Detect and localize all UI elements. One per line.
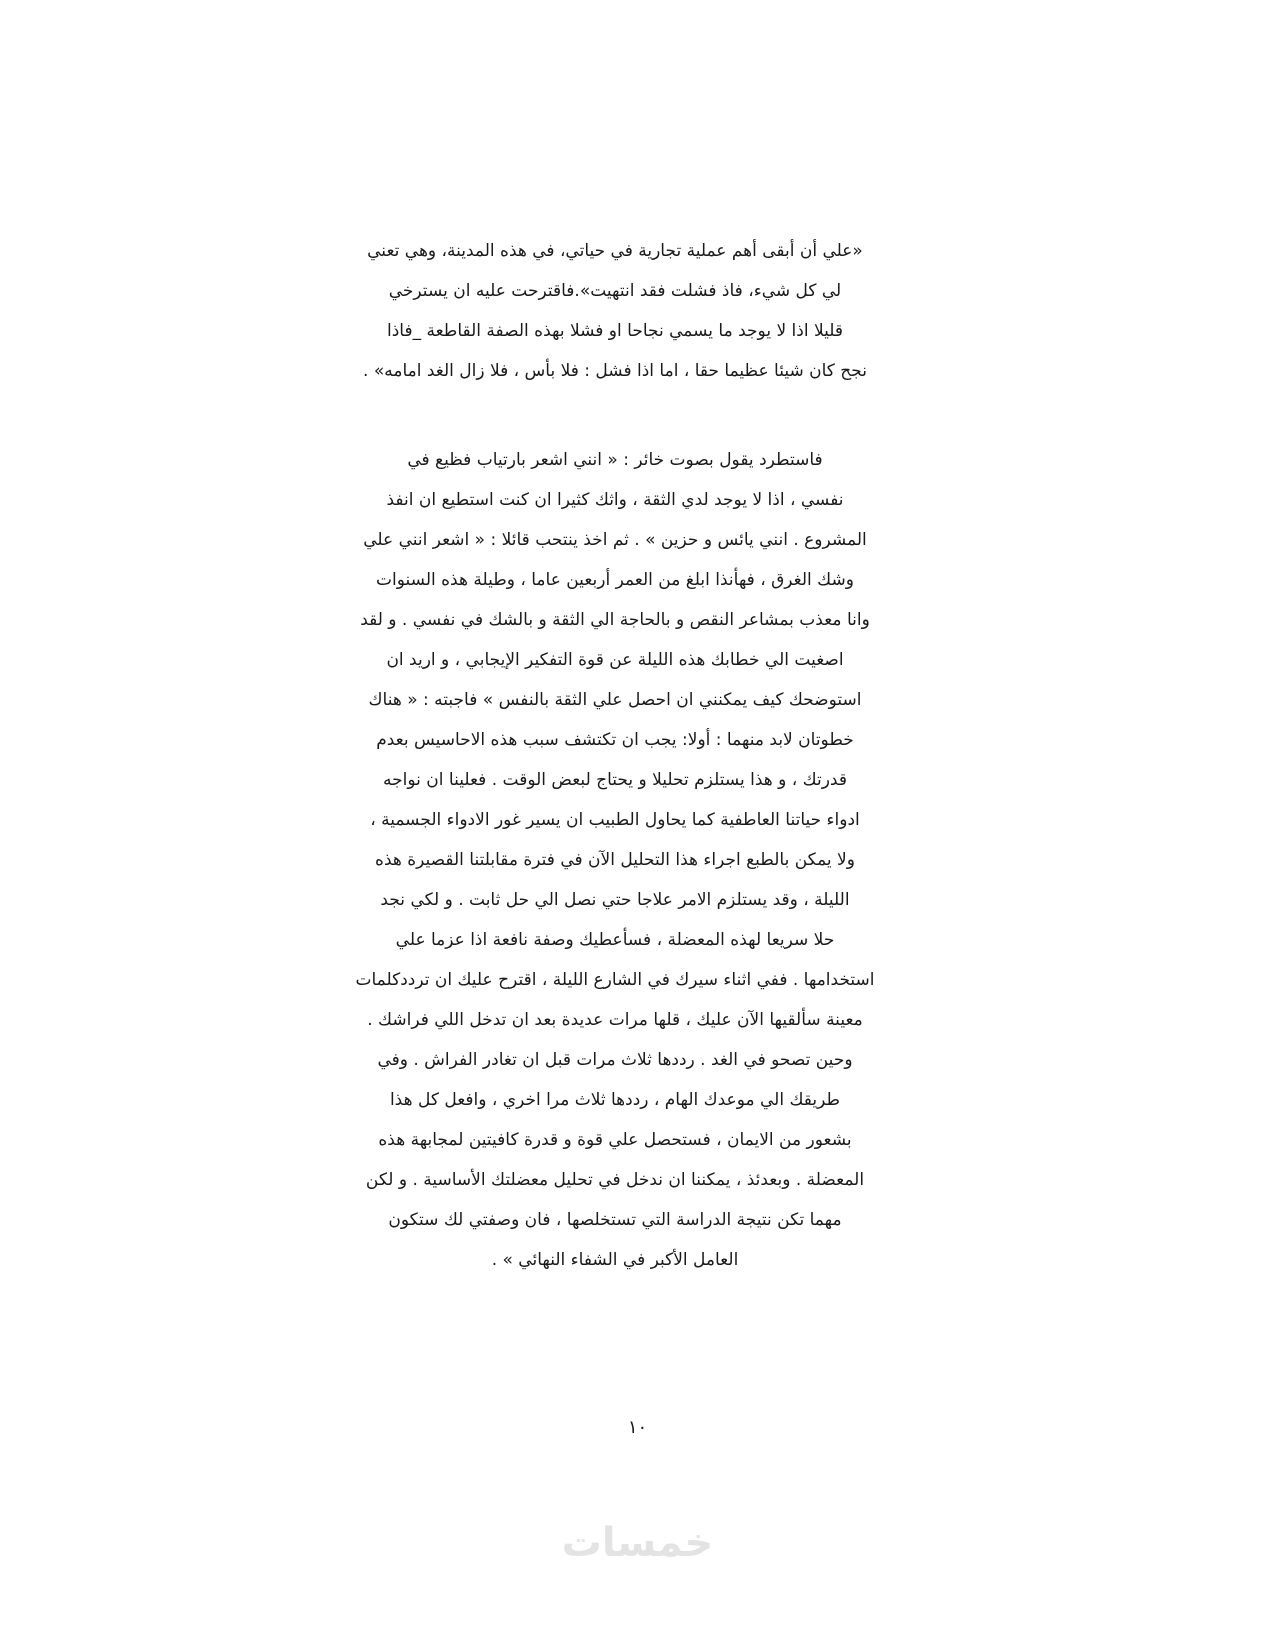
- paragraph-1: [330, 231, 900, 391]
- text-line: حلا سريعا لهذه المعضلة ، فسأعطيك وصفة نافعة اذا عزما علي: [395, 930, 835, 950]
- text-line: العامل الأكبر في الشفاء النهائي » .: [491, 1250, 739, 1270]
- text-line: الليلة ، وقد يستلزم الامر علاجا حتي نصل الي حل ثابت . و لكي نجد: [380, 890, 850, 910]
- text-line: وحين تصحو في الغد . رددها ثلاث مرات قبل ان تغادر الفراش . وفي: [377, 1050, 853, 1070]
- text-line: قدرتك ، و هذا يستلزم تحليلا و يحتاج لبعض الوقت . فعلينا ان نواجه: [383, 770, 847, 790]
- text-line: معينة سألقيها الآن عليك ، قلها مرات عديدة بعد ان تدخل اللي فراشك .: [367, 1010, 863, 1030]
- paragraph-2: [330, 440, 900, 1280]
- text-line: المعضلة . وبعدئذ ، يمكننا ان ندخل في تحليل معضلتك الأساسية . و لكن: [365, 1170, 865, 1190]
- text-line: استوضحك كيف يمكنني ان احصل علي الثقة بالنفس » فاجبته : « هناك: [368, 690, 862, 710]
- page-number: ١٠: [627, 1417, 648, 1438]
- text-line: استخدامها . ففي اثناء سيرك في الشارع الليلة ، اقترح عليك ان ترددكلمات: [355, 970, 875, 990]
- text-line: بشعور من الايمان ، فستحصل علي قوة و قدرة كافيتين لمجابهة هذه: [378, 1130, 852, 1150]
- text-line: مهما تكن نتيجة الدراسة التي تستخلصها ، فان وصفتي لك ستكون: [388, 1210, 842, 1230]
- watermark-logo: خمسات: [561, 1520, 714, 1566]
- text-line: المشروع . انني يائس و حزين » . ثم اخذ ينتحب قائلا : « اشعر انني علي: [363, 530, 867, 550]
- text-line: لي كل شيء، فاذ فشلت فقد انتهيت».فاقترحت عليه ان يسترخي: [388, 281, 842, 301]
- text-line: نفسي ، اذا لا يوجد لدي الثقة ، واثك كثيرا ان كنت استطيع ان انفذ: [386, 490, 844, 510]
- text-line: ولا يمكن بالطبع اجراء هذا التحليل الآن في فترة مقابلتنا القصيرة هذه: [375, 850, 855, 870]
- text-line: وشك الغرق ، فهأنذا ابلغ من العمر أربعين عاما ، وطيلة هذه السنوات: [376, 570, 854, 590]
- text-line: اصغيت الي خطابك هذه الليلة عن قوة التفكير الإيجابي ، و اريد ان: [386, 650, 844, 670]
- text-line: خطوتان لابد منهما : أولا: يجب ان تكتشف سبب هذه الاحاسيس بعدم: [376, 730, 854, 750]
- text-line: وانا معذب بمشاعر النقص و بالحاجة الي الثقة و بالشك في نفسي . و لقد: [360, 610, 870, 630]
- text-line: «علي أن أبقى أهم عملية تجارية في حياتي، في هذه المدينة، وهي تعني: [367, 241, 863, 261]
- text-line: فاستطرد يقول بصوت خائر : « انني اشعر بارتياب فظيع في: [407, 450, 823, 470]
- text-line: نجح كان شيئا عظيما حقا ، اما اذا فشل : فلا بأس ، فلا زال الغد امامه» .: [363, 361, 867, 381]
- text-line: ادواء حياتنا العاطفية كما يحاول الطبيب ان يسير غور الادواء الجسمية ،: [370, 810, 860, 830]
- text-line: قليلا اذا لا يوجد ما يسمي نجاحا او فشلا بهذه الصفة القاطعة _فاذا: [386, 321, 844, 341]
- text-line: طريقك الي موعدك الهام ، رددها ثلاث مرا اخري ، وافعل كل هذا: [389, 1090, 841, 1110]
